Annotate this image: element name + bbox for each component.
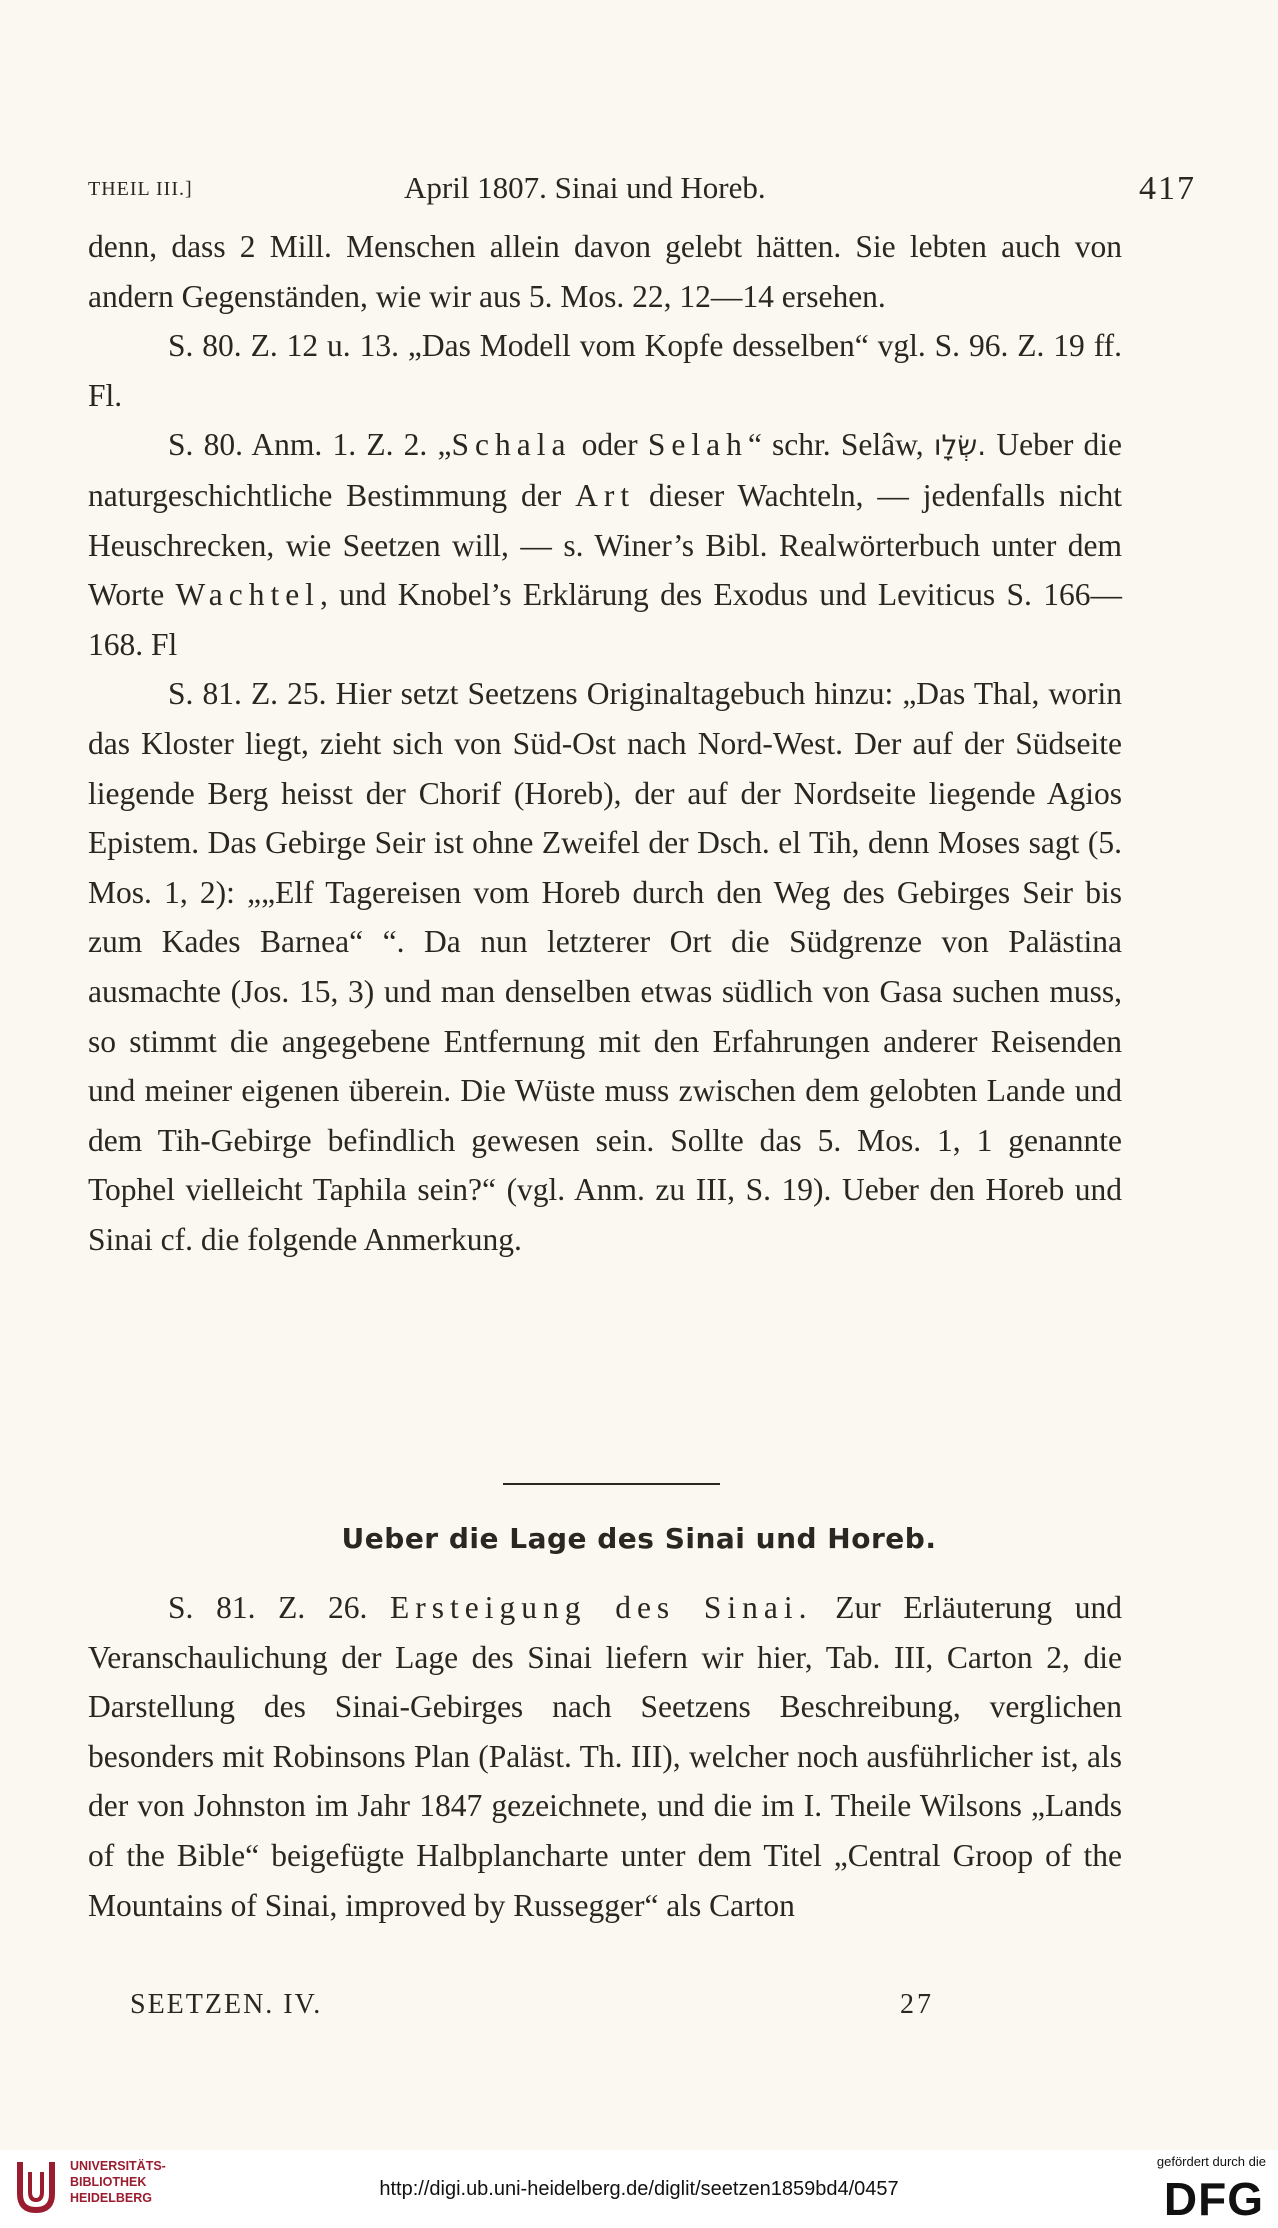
note-ersteigung — [88, 1583, 1122, 1930]
library-name-line: UNIVERSITÄTS- — [70, 2159, 166, 2173]
section-heading: Ueber die Lage des Sinai und Horeb. — [341, 1522, 937, 1555]
footer-signature-number: 27 — [900, 1989, 934, 2020]
spaced-word: Ersteigung des Sinai. — [390, 1590, 813, 1625]
text-run: S. 81. Z. 26. — [168, 1590, 391, 1625]
note-schala — [88, 420, 1122, 669]
text-run: Ueber die naturgeschichtliche Bestimmung der — [88, 427, 1122, 513]
running-header — [88, 170, 1196, 210]
digitization-footer — [0, 2150, 1278, 2228]
section-text — [88, 1583, 1122, 1930]
hebrew-word: שְׂלָו. — [933, 429, 987, 463]
text-run: , und Knobel’s Erklärung des Exodus und Leviticus S. 166—168. Fl — [88, 577, 1122, 662]
text-run: S. 80. Anm. 1. Z. 2. „ — [168, 427, 452, 463]
main-text — [88, 222, 1122, 1264]
dfg-logo: DFG — [1163, 2173, 1264, 2225]
spaced-word: Art — [575, 477, 636, 513]
header-title: April 1807. Sinai und Horeb. — [404, 170, 766, 205]
spaced-word: Wachtel — [175, 577, 320, 613]
permalink-url[interactable]: http://digi.ub.uni-heidelberg.de/diglit/seetzen1859bd4/0457 — [379, 2178, 899, 2200]
text-run: oder — [571, 427, 648, 463]
library-name-line: BIBLIOTHEK — [70, 2175, 147, 2189]
header-part-label: THEIL III.] — [88, 178, 193, 200]
paragraph-continuation: denn, dass 2 Mill. Menschen allein davon gelebt hätten. Sie lebten auch von andern Gegenständen, wie wir aus 5. Mos. 22, 12—14 ersehen. — [88, 229, 1122, 314]
note-tagebuch: S. 81. Z. 25. Hier setzt Seetzens Originaltagebuch hinzu: „Das Thal, worin das Kloster liegt, zieht sich von Süd-Ost nach Nord-West. Der auf der Südseite liegende Berg heisst der Chorif (Horeb), der auf der Nordseite liegende Agios Epistem. Das Gebirge Seir ist ohne Zweifel der Dsch. el Tih, denn Moses sagt (5. Mos. 1, 2): „„Elf Tagereisen vom Horeb durch den Weg des Gebirges Seir bis zum Kades Barnea“ “. Da nun letzterer Ort die Südgrenze von Palästina ausmachte (Jos. 15, 3) und man denselben etwas südlich von Gasa suchen muss, so stimmt die angegebene Entfernung mit den Erfahrungen anderer Reisenden und meiner eigenen überein. Die Wüste muss zwischen dem gelobten Lande und dem Tih-Gebirge befindlich gewesen sein. Sollte das 5. Mos. 1, 1 genannte Tophel vielleicht Taphila sein?“ (vgl. Anm. zu III, S. 19). Ueber den Horeb und Sinai cf. die folgende Anmerkung. — [88, 676, 1122, 1257]
funding-label: gefördert durch die — [1156, 2154, 1266, 2169]
note-modell: S. 80. Z. 12 u. 13. „Das Modell vom Kopfe desselben“ vgl. S. 96. Z. 19 ff. Fl. — [88, 328, 1122, 413]
library-name-line: HEIDELBERG — [70, 2191, 152, 2205]
text-run: “ schr. Selâw, — [747, 427, 924, 463]
text-run: dieser Wachteln, — jedenfalls nicht Heuschrecken, wie Seetzen will, — s. Winer’s Bibl. Realwörterbuch unter dem Worte — [88, 477, 1122, 613]
section-divider — [503, 1483, 720, 1485]
text-run: Zur Erläuterung und Veranschaulichung der Lage des Sinai liefern wir hier, Tab. III, Carton 2, die Darstellung des Sinai-Gebirges nach Seetzens Beschreibung, verglichen besonders mit Robinsons Plan (Paläst. Th. III), welcher noch ausführlicher ist, als der von Johnston im Jahr 1847 gezeichnete, und die im I. Theile Wilsons „Lands of the Bible“ beigefügte Halbplancharte unter dem Titel „Central Groop of the Mountains of Sinai, improved by Russegger“ als Carton — [88, 1590, 1123, 1923]
page-number: 417 — [1139, 170, 1196, 207]
footer-signature-label: SEETZEN. IV. — [130, 1989, 323, 2020]
spaced-word: Schala — [451, 427, 572, 463]
spaced-word: Selah — [647, 427, 748, 463]
